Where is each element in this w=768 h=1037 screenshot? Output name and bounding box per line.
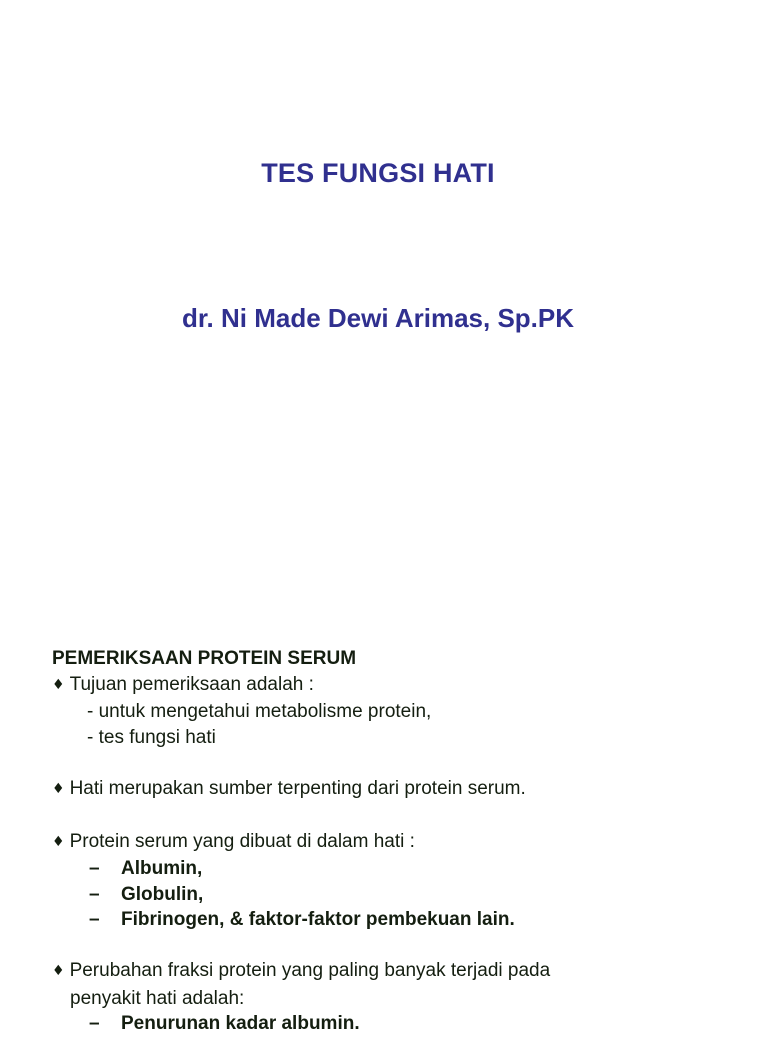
bullet-3 (52, 829, 752, 857)
bullet-1-sub-1: - untuk mengetahui metabolisme protein, (87, 701, 432, 722)
bullet-3-item-1-text: Albumin, (121, 858, 203, 879)
slide-title: TES FUNGSI HATI (261, 158, 495, 188)
dash-marker: – (89, 1013, 100, 1034)
dash-marker: – (89, 883, 100, 905)
bullet-4-text: Perubahan fraksi protein yang paling banyak terjadi pada (69, 960, 551, 981)
dash-marker: – (89, 858, 100, 879)
bullet-2 (52, 776, 752, 804)
bullet-3-item-2 (52, 882, 752, 908)
slide-author: dr. Ni Made Dewi Arimas, Sp.PK (181, 303, 575, 333)
bullet-4 (52, 958, 752, 986)
bullet-1-text: Tujuan pemeriksaan adalah : (69, 673, 314, 695)
bullet-1-sub-2: - tes fungsi hati (87, 726, 216, 748)
spacer (52, 750, 752, 776)
diamond-bullet-icon: ♦ (52, 963, 65, 979)
dash-marker: – (89, 909, 100, 930)
bullet-3-text: Protein serum yang dibuat di dalam hati : (69, 830, 415, 852)
slide-content (52, 646, 752, 1037)
bullet-3-item-1 (52, 856, 752, 882)
bullet-1 (52, 672, 752, 700)
diamond-bullet-icon: ♦ (52, 833, 65, 850)
spacer (52, 803, 752, 829)
diamond-bullet-icon: ♦ (52, 780, 65, 797)
bullet-4-continuation: penyakit hati adalah: (70, 987, 245, 1009)
diamond-bullet-icon: ♦ (52, 676, 65, 693)
bullet-3-item-3 (52, 907, 752, 933)
bullet-2-text: Hati merupakan sumber terpenting dari protein serum. (69, 777, 526, 799)
bullet-4-item-1-text: Penurunan kadar albumin. (121, 1013, 360, 1034)
spacer (52, 933, 752, 959)
bullet-3-item-3-text: Fibrinogen, & faktor-faktor pembekuan lain. (121, 909, 515, 930)
section-heading: PEMERIKSAAN PROTEIN SERUM (52, 648, 357, 669)
bullet-3-item-2-text: Globulin, (121, 883, 204, 905)
